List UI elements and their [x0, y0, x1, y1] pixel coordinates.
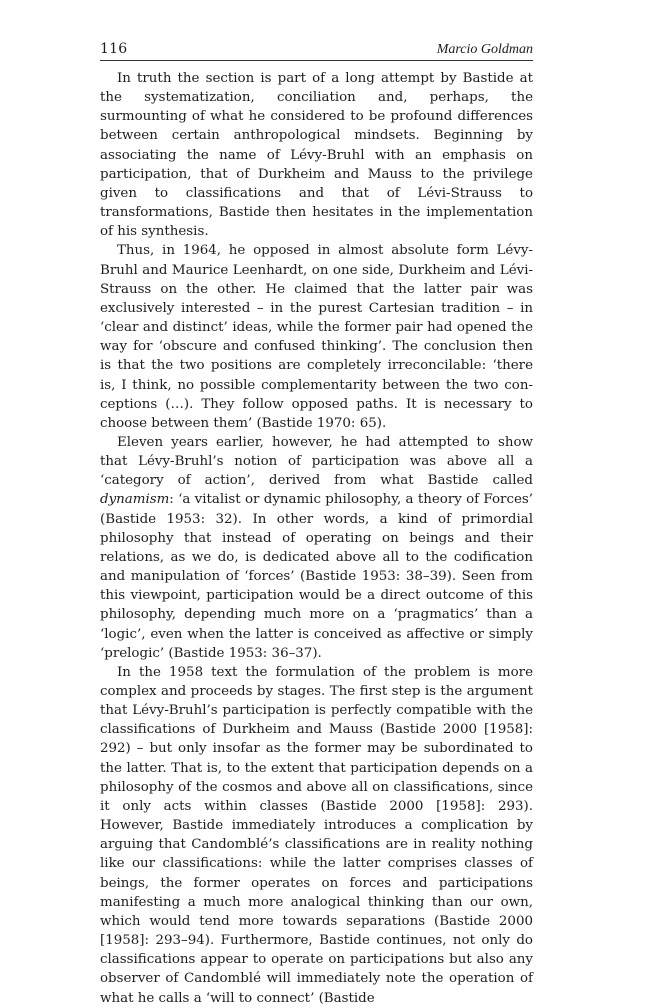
paragraph: [100, 69, 533, 241]
page-number: 116: [100, 41, 128, 57]
text-run: : ‘a vitalist or dynamic philosophy, a theory of Forces’ (Bastide 1953: 32). In other words, a kind of primordial philosophy that instead of operating on beings and their relations, as we do, is dedicated above all to the codification and manipulation of ‘forces’ (Bastide 1953: 38–39). Seen from this viewpoint, participation would be a direct outcome of this philosophy, depending much more on a ‘pragmatics’ than a ‘logic’, even when the latter is conceived as affective or simply ‘prelogic’ (Bastide 1953: 36–37).: [100, 492, 533, 661]
body-text: [100, 69, 533, 1008]
text-run: In the 1958 text the formulation of the problem is more complex and proceeds by stages. The first step is the argument that Lévy-Bruhl’s participation is perfectly compatible with the classifications of Durkheim and Mauss (Bastide 2000 [1958]: 292) – but only insofar as the former may be subordinated to the latter. That is, to the extent that participation depends on a philosophy of the cosmos and above all on classifications, since it only acts within classes (Bastide 2000 [1958]: 293). However, Bastide immediately introduces a complication by arguing that Candomblé’s classifications are in reality nothing like our classifications: while the latter comprises classes of beings, the former operates on forces and participations manifesting a much more analogical thinking than our own, which would tend more towards separations (Bastide 2000 [1958]: 293–94). Furthermore, Bastide continues, not only do classifications appear to operate on participations but also any observer of Candomblé will immediately note the operation of what he calls a ‘will to connect’ (Bastide: [100, 664, 533, 1006]
paragraph: [100, 663, 533, 1008]
text-run: Eleven years earlier, however, he had attempted to show that Lévy-Bruhl’s notion of participation was above all a ‘category of action’, derived from what Bastide called: [100, 434, 533, 489]
italic-term: dynamism: [100, 492, 170, 508]
paragraph: [100, 433, 533, 663]
running-header: [100, 40, 533, 61]
paragraph: [100, 241, 533, 433]
text-run: Thus, in 1964, he opposed in almost absolute form Lévy-Bruhl and Maurice Leenhardt, on one side, Durkheim and Lévi-Strauss on the other. He claimed that the latter pair was exclusively interested – in the purest Cartesian tradition – in ‘clear and distinct’ ideas, while the former pair had opened the way for ‘obscure and confused thinking’. The conclusion then is that the two positions are completely irreconcilable: ‘there is, I think, no possible complementarity between the two conceptions (…). They follow opposed paths. It is necessary to choose between them’ (Bastide 1970: 65).: [100, 243, 533, 431]
text-run: In truth the section is part of a long attempt by Bastide at the systematization, conciliation and, perhaps, the surmounting of what he considered to be profound differences between certain anthropological mindsets. Beginning by associating the name of Lévy-Bruhl with an emphasis on participation, that of Durkheim and Mauss to the privilege given to classifications and that of Lévi-Strauss to transformations, Bastide then hesitates in the implementation of his synthesis.: [100, 71, 533, 240]
running-head-author: Marcio Goldman: [436, 42, 533, 57]
